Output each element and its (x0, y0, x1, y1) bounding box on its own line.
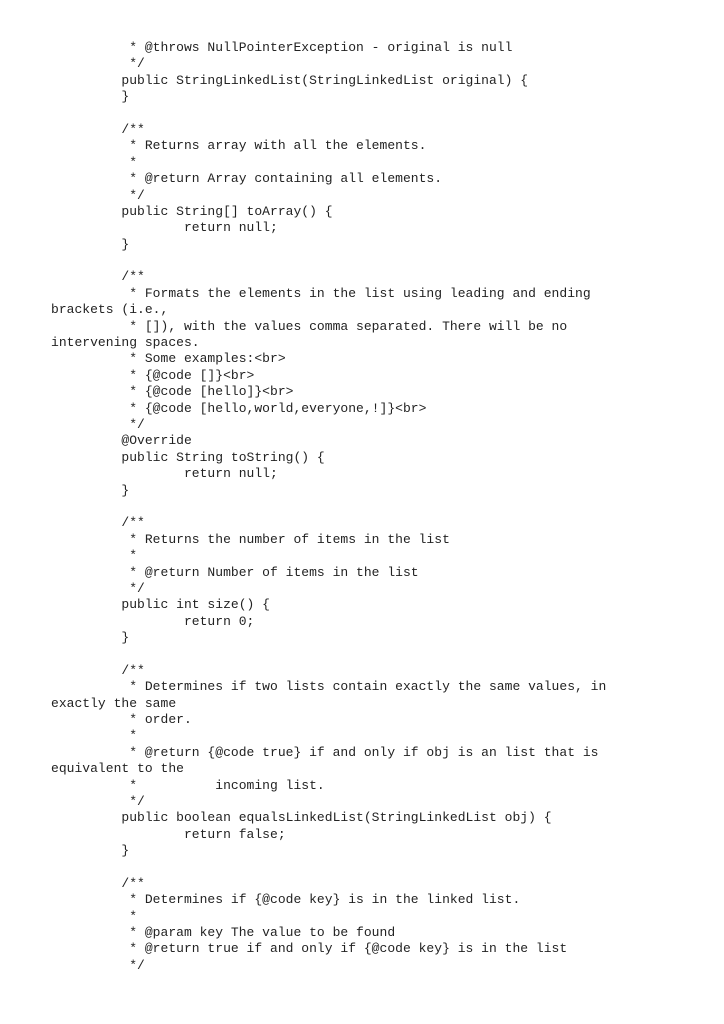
code-line: * incoming list. (51, 777, 325, 793)
code-line: * Returns the number of items in the list (51, 531, 450, 547)
code-line: * @return Array containing all elements. (51, 171, 443, 187)
code-line: */ (51, 793, 145, 809)
code-line: * {@code [hello,world,everyone,!]}<br> (51, 400, 427, 416)
code-line: } (51, 89, 130, 105)
code-line: /** (51, 515, 145, 531)
code-line: * (51, 548, 138, 564)
code-line: * @throws NullPointerException - original is null (51, 40, 513, 55)
code-line: */ (51, 187, 145, 203)
code-line: public String[] toArray() { (51, 203, 333, 219)
code-line: equivalent to the (51, 761, 184, 777)
code-line: } (51, 843, 130, 859)
code-line: * @return Number of items in the list (51, 564, 419, 580)
code-line (0, 106, 724, 122)
code-line: brackets (i.e., (51, 302, 169, 318)
code-line: return 0; (51, 613, 255, 629)
code-line: /** (51, 875, 145, 891)
code-line: * @param key The value to be found (51, 925, 396, 941)
code-line: public StringLinkedList(StringLinkedList original) { (51, 72, 529, 88)
code-line: exactly the same (51, 695, 177, 711)
code-line: @Override (51, 433, 192, 449)
code-line: * @return true if and only if {@code key} is in the list (51, 941, 568, 957)
code-line: } (51, 630, 130, 646)
code-line: } (51, 236, 130, 252)
code-line: */ (51, 957, 145, 973)
code-line: * (51, 154, 138, 170)
code-line: * {@code [hello]}<br> (51, 384, 294, 400)
code-line: */ (51, 580, 145, 596)
code-line: return null; (51, 220, 278, 236)
code-line: * Formats the elements in the list using leading and ending (51, 285, 591, 301)
code-line: intervening spaces. (51, 335, 200, 351)
code-document (0, 40, 724, 974)
code-line: * Some examples:<br> (51, 351, 286, 367)
code-line: return null; (51, 466, 278, 482)
code-line: public boolean equalsLinkedList(StringLinkedList obj) { (51, 810, 552, 826)
code-line: */ (51, 56, 145, 72)
code-line: * (51, 908, 138, 924)
code-line: /** (51, 662, 145, 678)
code-line: public int size() { (51, 597, 270, 613)
code-line: * {@code []}<br> (51, 367, 255, 383)
code-line: * Returns array with all the elements. (51, 138, 427, 154)
code-line: * (51, 728, 138, 744)
code-line: } (51, 482, 130, 498)
code-line (0, 646, 724, 662)
code-line: */ (51, 416, 145, 432)
code-line: * []), with the values comma separated. There will be no (51, 318, 568, 334)
code-line: * Determines if {@code key} is in the linked list. (51, 892, 521, 908)
code-line: /** (51, 269, 145, 285)
code-line: * @return {@code true} if and only if obj is an list that is (51, 744, 599, 760)
code-line: * order. (51, 712, 192, 728)
code-line (0, 253, 724, 269)
code-line: * Determines if two lists contain exactly the same values, in (51, 679, 607, 695)
code-line (0, 499, 724, 515)
code-line (0, 860, 724, 876)
code-line: return false; (51, 826, 286, 842)
code-line: public String toString() { (51, 449, 325, 465)
code-line: /** (51, 121, 145, 137)
